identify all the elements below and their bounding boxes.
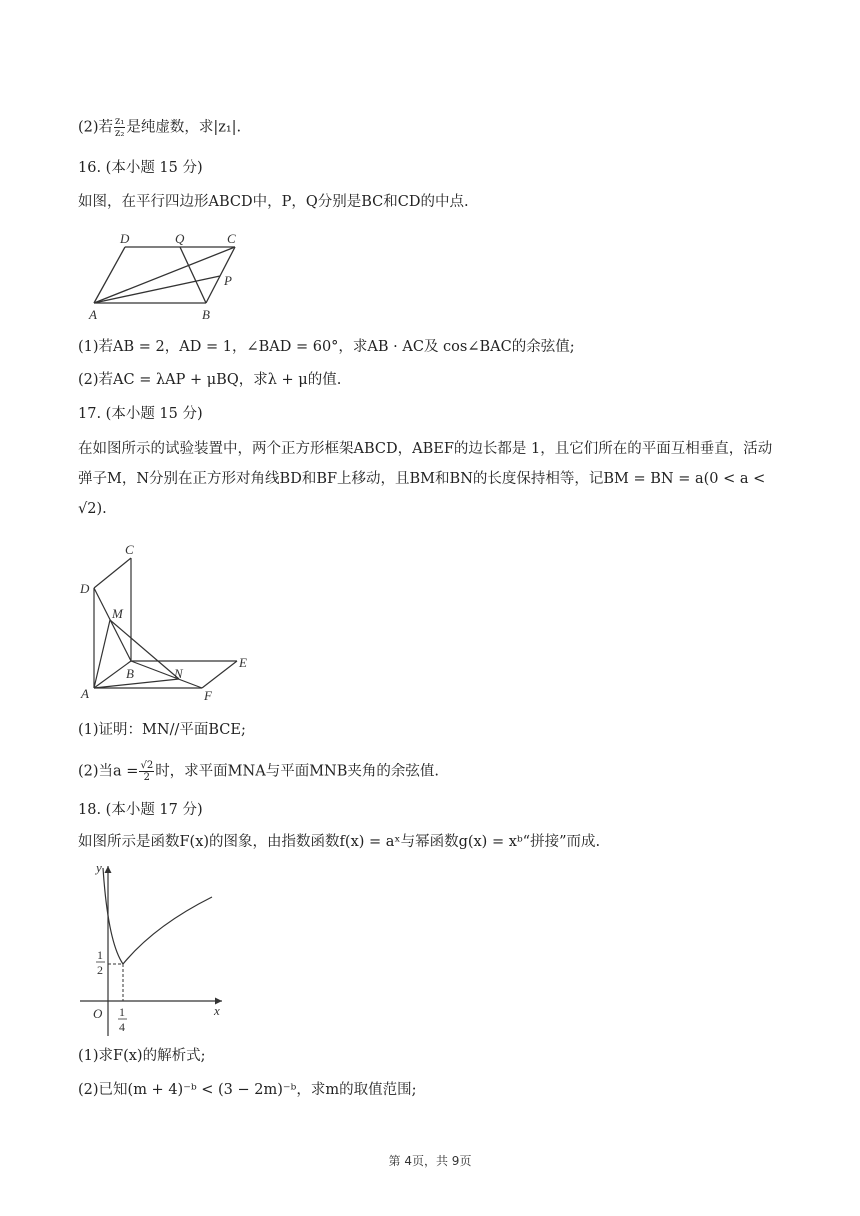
q18-y-tick-den: 2 bbox=[97, 963, 103, 977]
q17-stem: 在如图所示的试验装置中，两个正方形框架ABCD，ABEF的边长都是 1，且它们所在的平面互相垂直，活动弹子M，N分别在正方形对角线BD和BF上移动，且BM和BN的长度保持相等，记BM = BN = a(0 < a < √2). bbox=[78, 441, 773, 517]
q18-y-tick-num: 1 bbox=[97, 948, 103, 962]
q17-part2: (2)当a = $\frac{√2}{2}$ 时，求平面MNA与平面MNB夹角的余弦值. bbox=[78, 760, 439, 783]
q18-stem: 如图所示是函数F(x)的图象，由指数函数f(x) = aˣ与幂函数g(x) = xᵇ“拼接”而成. bbox=[78, 834, 601, 850]
q16-label-D: D bbox=[120, 231, 130, 246]
q17-label-F: F bbox=[204, 688, 212, 703]
q16-label-B: B bbox=[202, 307, 210, 322]
q15-part2: (2)若 $\frac{\text{z₁}}{\text{z₂}}$ 是纯虚数，求|z₁|. bbox=[78, 116, 242, 139]
page-footer: 第 4页，共 9页 bbox=[388, 1154, 472, 1168]
q18-x-tick-num: 1 bbox=[119, 1005, 125, 1019]
q17-label-M: M bbox=[112, 606, 123, 621]
q17-label-B: B bbox=[126, 666, 134, 681]
q16-part2: (2)若AC = λAP + μBQ，求λ + μ的值. bbox=[78, 372, 342, 388]
q18-origin-label: O bbox=[93, 1006, 103, 1021]
q17-label-C: C bbox=[125, 542, 134, 557]
q17-label-N: N bbox=[174, 666, 183, 681]
q18-part2: (2)已知(m + 4)⁻ᵇ < (3 − 2m)⁻ᵇ，求m的取值范围; bbox=[78, 1082, 417, 1098]
q18-x-tick-den: 4 bbox=[119, 1020, 125, 1034]
q18-function-graph bbox=[76, 858, 236, 1038]
q16-header: 16. (本小题 15 分) bbox=[78, 160, 203, 176]
q18-x-axis-label: x bbox=[214, 1003, 220, 1018]
q17-label-D: D bbox=[80, 581, 90, 596]
q16-label-Q: Q bbox=[175, 231, 185, 246]
q18-part1: (1)求F(x)的解析式; bbox=[78, 1048, 206, 1064]
q17-fraction: $\frac{√2}{2}$ bbox=[140, 760, 154, 783]
q16-label-C: C bbox=[227, 231, 236, 246]
q17-header: 17. (本小题 15 分) bbox=[78, 406, 203, 422]
q16-part1: (1)若AB = 2，AD = 1，∠BAD = 60°，求AB · AC及 cos∠BAC的余弦值; bbox=[78, 339, 575, 355]
q17-label-E: E bbox=[239, 655, 247, 670]
q16-label-P: P bbox=[224, 273, 232, 288]
q18-y-axis-label: y bbox=[96, 860, 102, 875]
q17-part1: (1)证明：MN//平面BCE; bbox=[78, 722, 246, 738]
q16-label-A: A bbox=[89, 307, 97, 322]
q15-fraction: $\frac{\text{z₁}}{\text{z₂}}$ bbox=[115, 116, 125, 139]
q16-stem: 如图，在平行四边形ABCD中，P，Q分别是BC和CD的中点. bbox=[78, 194, 469, 210]
q16-parallelogram-figure bbox=[84, 230, 254, 325]
q17-label-A: A bbox=[81, 686, 89, 701]
q17-cube-frame-figure bbox=[76, 540, 266, 705]
q18-header: 18. (本小题 17 分) bbox=[78, 802, 203, 818]
